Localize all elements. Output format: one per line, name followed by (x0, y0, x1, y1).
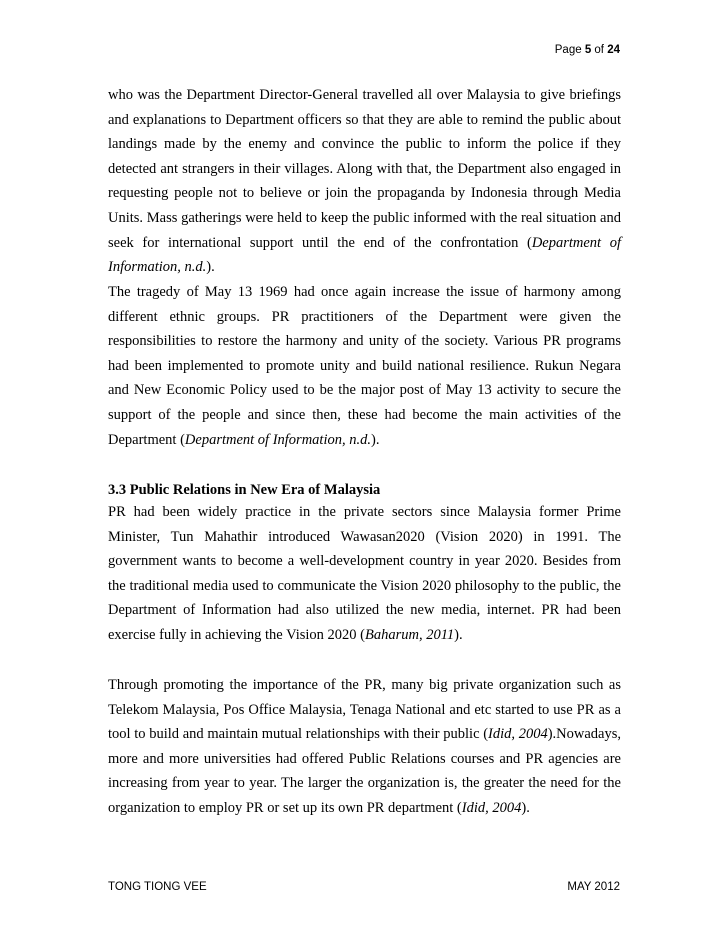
citation: Department of Information, n.d. (184, 431, 371, 448)
page-prefix: Page (554, 44, 585, 56)
paragraph-segment: ). (521, 799, 530, 816)
paragraph-segment: The tragedy of May 13 1969 had once again increase the issue of harmony among different ethnic groups. PR practitioners of the Department were given the responsibilities to restore the harmony and unity of the society. Various PR programs had been implemented to promote unity and build national resilience. Rukun Negara and New Economic Policy used to be the major post of May 13 activity to secure the support of the people and since then, these had become the main activities of the Department ( (108, 284, 621, 448)
citation: Baharum, 2011 (364, 626, 455, 643)
paragraph-vision2020 (108, 500, 621, 648)
page-number: 5 (584, 44, 592, 56)
paragraph-text (108, 500, 621, 648)
page-header (555, 44, 620, 56)
paragraph-text (108, 83, 621, 280)
citation: Department of Information, n.d. (108, 234, 621, 276)
paragraph-segment: ). (370, 431, 380, 448)
paragraph-segment: ).Nowadays, more and more universities had offered Public Relations courses and PR agencies are increasing from year to year. The larger the organization is, the greater the need for the organization to employ PR or set up its own PR department ( (108, 726, 622, 816)
paragraph-segment: who was the Department Director-General travelled all over Malaysia to give briefings and explanations to Department officers so that they are able to remind the public about landings made by the enemy and convince the public to inform the police if they detected ant strangers in their villages. Along with that, the Department also engaged in requesting people not to believe or join the propaganda by Indonesia through Media Units. Mass gatherings were held to keep the public informed with the real situation and seek for international support until the end of the confrontation ( (108, 87, 621, 251)
paragraph-text (108, 280, 621, 452)
page-of: of (591, 44, 608, 56)
paragraph-private-orgs (108, 673, 621, 821)
paragraph-segment: ). (454, 626, 463, 643)
footer-date: MAY 2012 (567, 881, 620, 893)
citation: Idid, 2004 (488, 726, 548, 743)
paragraph-confrontation (108, 83, 621, 280)
paragraph-may13 (108, 280, 621, 452)
paragraph-segment: ). (206, 259, 215, 276)
section-heading: 3.3 Public Relations in New Era of Malaysia (108, 482, 381, 498)
paragraph-segment: Through promoting the importance of the PR, many big private organization such as Telekom Malaysia, Pos Office Malaysia, Tenaga National and etc started to use PR as a tool to build and maintain mutual relationships with their public ( (108, 677, 621, 743)
paragraph-segment: PR had been widely practice in the private sectors since Malaysia former Prime Minister, Tun Mahathir introduced Wawasan2020 (Vision 2020) in 1991. The government wants to become a well-development country in year 2020. Besides from the traditional media used to communicate the Vision 2020 philosophy to the public, the Department of Information had also utilized the new media, internet. PR had been exercise fully in achieving the Vision 2020 ( (108, 504, 621, 643)
citation: Idid, 2004 (461, 799, 522, 816)
page-total: 24 (607, 44, 620, 56)
footer-author: TONG TIONG VEE (108, 881, 207, 893)
paragraph-text (108, 673, 621, 821)
